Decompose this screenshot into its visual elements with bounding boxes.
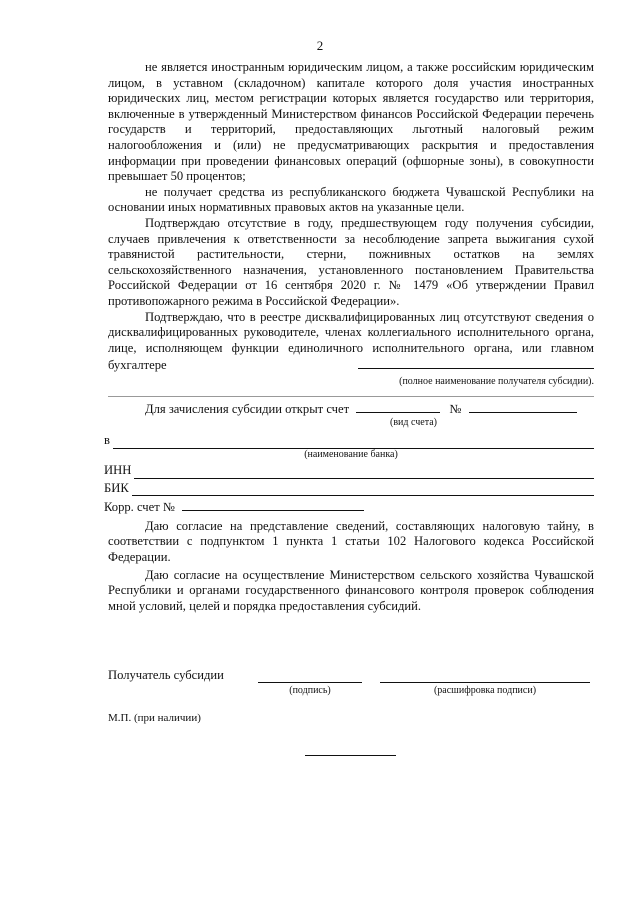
account-type-field[interactable] [356,400,440,413]
signature-row [108,668,594,683]
account-section [104,400,594,516]
paragraph-foreign-entity: не является иностранным юридическим лицом, а также российским юридическим лицом, в уставном (складочном) капитале которого доля участия иностранных юридических лиц, местом регистрации которых является государство или территория, включенные в утвержденный Министерством финансов Российской Федерации перечень государств и территорий, предоставляющих льготный налоговый режим налогообложения и (или) не предусматривающих раскрытия и предоставления информации при проведении финансовых операций (офшорные зоны), в совокупности превышает 50 процентов; [108,60,594,184]
bank-name-field[interactable] [113,436,594,449]
inn-field[interactable] [134,466,594,479]
consent-inspection: Даю согласие на осуществление Министерством сельского хозяйства Чувашской Республики и органами государственного финансового контроля проверок соблюдения мной условий, целей и порядка предоставления субсидий. [108,567,594,613]
document-body [104,60,594,614]
corr-account-field[interactable] [182,498,364,511]
signature-captions [108,685,594,697]
bank-row: в [104,433,594,449]
end-line [305,755,396,756]
account-type-caption: (вид счета) [390,417,437,429]
separator-line [108,396,594,397]
signature-field[interactable] [258,670,362,683]
signature-decode-caption: (расшифровка подписи) [433,685,537,696]
paragraph-fire-regime: Подтверждаю отсутствие в году, предшествующем году получения субсидии, случаев привлечения к ответственности за несоблюдение запрета выжигания сухой травянистой растительности, стерни, пожнивных остатков на землях сельскохозяйственного назначения, установленного постановлением Правительства Российской Федерации от 16 сентября 2020 г. № 1479 «Об утверждении Правил противопожарного режима в Российской Федерации». [108,215,594,308]
inn-row: ИНН [104,463,594,479]
stamp-note: М.П. (при наличии) [108,712,201,724]
page-number: 2 [316,38,324,53]
account-open-row: Для зачисления субсидии открыт счет № [108,400,594,418]
paragraph-budget-funds: не получает средства из республиканского бюджета Чувашской Республики на основании иных нормативных правовых актов на указанные цели. [108,184,594,215]
recipient-name-caption: (полное наименование получателя субсидии). [399,375,594,387]
account-number-field[interactable] [469,400,577,413]
paragraph-disqualified: Подтверждаю, что в реестре дисквалифицированных лиц отсутствуют сведения о дисквалифицированных руководителе, членах коллегиального исполнительного органа, лице, исполняющем функции единоличного исполнительного органа, или главном бухгалтере [108,309,594,373]
bik-row: БИК [104,481,594,497]
recipient-name-field[interactable] [358,356,594,369]
bank-name-caption: (наименование банка) [304,449,398,461]
signature-decode-field[interactable] [380,670,590,683]
consent-tax-secret: Даю согласие на представление сведений, составляющих налоговую тайну, в соответствии с подпунктом 1 пункта 1 статьи 102 Налогового кодекса Российской Федерации. [108,518,594,565]
signature-caption: (подпись) [289,685,331,696]
bik-field[interactable] [132,483,594,496]
corr-account-row: Корр. счет № [104,498,594,516]
signature-label: Получатель субсидии [108,668,224,682]
disqualified-block [108,310,594,388]
signature-block [108,668,594,697]
